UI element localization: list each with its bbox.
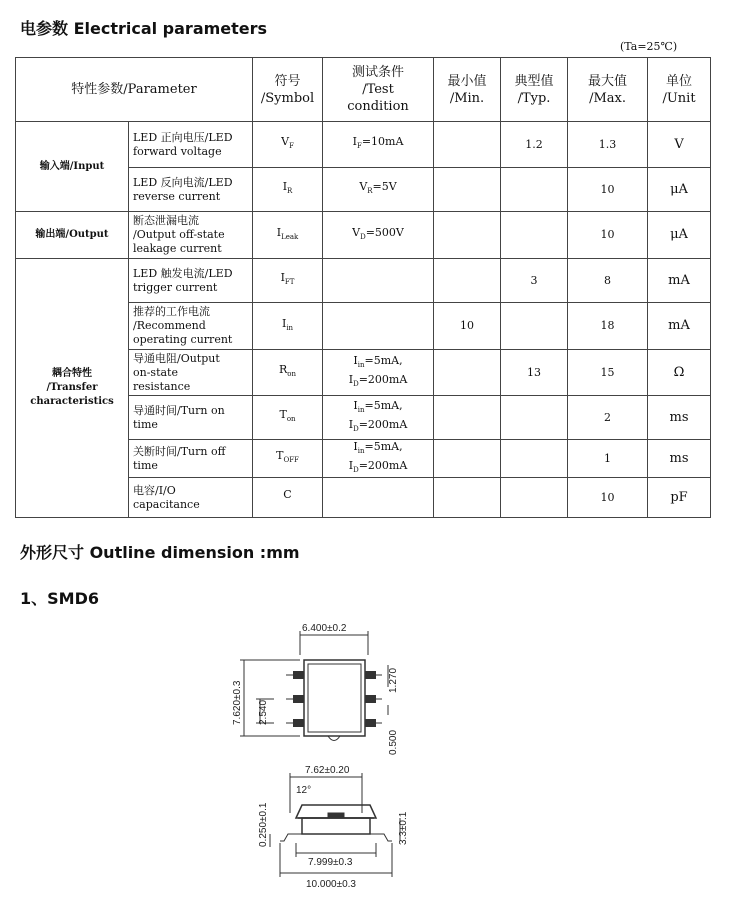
test-condition-cell <box>323 122 434 168</box>
param-label: LED 反向电流/LED reverse current <box>129 168 253 212</box>
dim-total: 10.000±0.3 <box>306 879 356 890</box>
param-label: LED 正向电压/LED forward voltage <box>129 122 253 168</box>
test-condition-cell <box>323 350 434 396</box>
symbol-cell <box>253 303 323 350</box>
typ-value <box>501 168 568 212</box>
dim-top-width: 6.400±0.2 <box>302 623 347 634</box>
test-test-rest: =500V <box>365 225 404 239</box>
test-test: I <box>353 354 358 368</box>
header-test-condition: 测试条件 /Test condition <box>323 58 434 122</box>
test-test-rest: =5V <box>372 180 397 194</box>
test-test: I <box>352 135 357 149</box>
unit-value: ms <box>648 440 711 478</box>
max-value: 10 <box>568 212 648 259</box>
symbol-sub: on <box>287 370 297 379</box>
max-value: 8 <box>568 259 648 303</box>
symbol-main: I <box>282 180 288 194</box>
test-test: I <box>353 399 358 413</box>
header-symbol: 符号 /Symbol <box>253 58 323 122</box>
test-condition-cell <box>323 440 434 478</box>
typ-value: 1.2 <box>501 122 568 168</box>
max-value: 10 <box>568 168 648 212</box>
test-condition-cell <box>323 168 434 212</box>
table-row <box>16 122 711 168</box>
symbol-main: T <box>279 408 287 422</box>
max-value: 2 <box>568 396 648 440</box>
dim-height: 7.620±0.3 <box>232 680 243 725</box>
test-test-rest: =5mA, I <box>348 440 403 472</box>
unit-value: pF <box>648 478 711 518</box>
group-output: 输出端/Output <box>16 212 129 259</box>
unit-value: mA <box>648 259 711 303</box>
typ-value <box>501 396 568 440</box>
param-label: 电容/I/O capacitance <box>129 478 253 518</box>
dim-thickness: 3.3±0.1 <box>398 811 409 845</box>
dim-pin-length: 0.500 <box>388 729 399 755</box>
unit-value: μA <box>648 212 711 259</box>
header-min: 最小值 /Min. <box>434 58 501 122</box>
symbol-main: V <box>281 135 290 149</box>
test-test-rest: =10mA <box>361 135 404 149</box>
param-label: LED 触发电流/LED trigger current <box>129 259 253 303</box>
dim-pin-width: 1.270 <box>388 667 399 693</box>
typ-value <box>501 212 568 259</box>
unit-value: V <box>648 122 711 168</box>
max-value: 1 <box>568 440 648 478</box>
test-test-sub: F <box>356 142 362 151</box>
min-value: 10 <box>434 303 501 350</box>
header-parameter: 特性参数/Parameter <box>16 58 253 122</box>
min-value <box>434 212 501 259</box>
unit-value: ms <box>648 396 711 440</box>
symbol-main: I <box>280 271 285 285</box>
electrical-parameters-table <box>15 57 711 518</box>
dim-standoff: 0.250±0.1 <box>258 802 269 847</box>
typ-value <box>501 478 568 518</box>
ambient-temperature-note: (Ta=25℃) <box>620 40 678 53</box>
typ-value <box>501 303 568 350</box>
test-test-rest2: =200mA <box>358 372 408 386</box>
min-value <box>434 122 501 168</box>
smd6-outline-drawing <box>210 615 420 900</box>
unit-value: Ω <box>648 350 711 396</box>
header-max: 最大值 /Max. <box>568 58 648 122</box>
test-condition-cell <box>323 478 434 518</box>
test-test: I <box>353 440 358 454</box>
test-test: V <box>352 225 361 239</box>
symbol-cell <box>253 440 323 478</box>
symbol-cell <box>253 122 323 168</box>
test-condition-cell <box>323 259 434 303</box>
test-test-rest: =5mA, I <box>348 399 403 431</box>
min-value <box>434 259 501 303</box>
max-value: 18 <box>568 303 648 350</box>
test-test-rest2: =200mA <box>358 458 408 472</box>
param-label: 断态泄漏电流 /Output off-state leakage current <box>129 212 253 259</box>
symbol-main: I <box>276 225 282 239</box>
outline-dimension-heading: 外形尺寸 Outline dimension :mm <box>20 543 300 562</box>
min-value <box>434 440 501 478</box>
test-test-sub: in <box>357 447 365 456</box>
max-value: 10 <box>568 478 648 518</box>
min-value <box>434 396 501 440</box>
typ-value: 13 <box>501 350 568 396</box>
group-transfer: 耦合特性 /Transfer characteristics <box>16 259 129 518</box>
test-test-rest: =5mA, I <box>348 354 403 386</box>
unit-value: mA <box>648 303 711 350</box>
test-condition-cell <box>323 396 434 440</box>
symbol-cell <box>253 350 323 396</box>
table-row <box>16 259 711 303</box>
symbol-sub: F <box>289 142 294 151</box>
test-condition-cell <box>323 212 434 259</box>
table-row <box>16 212 711 259</box>
header-typ: 典型值 /Typ. <box>501 58 568 122</box>
symbol-main: I <box>281 316 287 330</box>
table-header-row <box>16 58 711 122</box>
symbol-cell <box>253 478 323 518</box>
group-input: 输入端/Input <box>16 122 129 212</box>
param-label: 关断时间/Turn off time <box>129 440 253 478</box>
symbol-sub: Leak <box>281 233 299 242</box>
test-test-sub: in <box>357 361 365 370</box>
test-test-sub2: D <box>353 465 359 474</box>
test-test-sub2: D <box>353 379 359 388</box>
dim-lead-span: 7.999±0.3 <box>308 857 353 868</box>
symbol-sub: in <box>286 324 294 333</box>
dim-pitch: 2.540 <box>258 699 269 725</box>
symbol-main: R <box>279 363 288 377</box>
symbol-sub: R <box>287 187 293 196</box>
test-test-sub2: D <box>353 424 359 433</box>
symbol-sub: on <box>286 415 296 424</box>
param-label: 导通时间/Turn on time <box>129 396 253 440</box>
max-value: 1.3 <box>568 122 648 168</box>
param-label: 推荐的工作电流 /Recommend operating current <box>129 303 253 350</box>
test-test: V <box>359 180 368 194</box>
symbol-sub: OFF <box>283 456 299 465</box>
dim-angle: 12° <box>296 785 312 796</box>
max-value: 15 <box>568 350 648 396</box>
test-test-sub: R <box>367 187 373 196</box>
header-unit: 单位 /Unit <box>648 58 711 122</box>
test-test-sub: in <box>357 406 365 415</box>
symbol-cell <box>253 259 323 303</box>
symbol-cell <box>253 168 323 212</box>
typ-value: 3 <box>501 259 568 303</box>
min-value <box>434 168 501 212</box>
symbol-main: T <box>276 449 284 463</box>
dim-body: 7.62±0.20 <box>305 765 350 776</box>
package-type-heading: 1、SMD6 <box>20 589 99 608</box>
param-label: 导通电阻/Output on-state resistance <box>129 350 253 396</box>
electrical-parameters-heading: 电参数 Electrical parameters <box>20 19 268 38</box>
test-test-sub: D <box>360 233 366 242</box>
symbol-sub: FT <box>284 278 295 287</box>
symbol-cell <box>253 396 323 440</box>
min-value <box>434 478 501 518</box>
test-condition-cell <box>323 303 434 350</box>
symbol-main: C <box>283 488 292 502</box>
unit-value: μA <box>648 168 711 212</box>
test-test-rest2: =200mA <box>358 417 408 431</box>
min-value <box>434 350 501 396</box>
symbol-cell <box>253 212 323 259</box>
typ-value <box>501 440 568 478</box>
